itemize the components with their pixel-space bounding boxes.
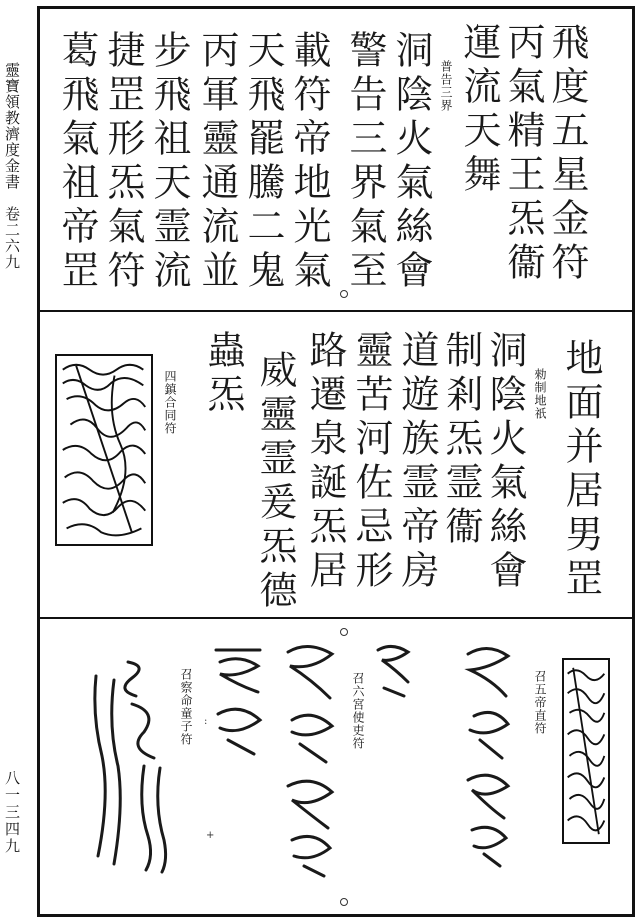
s2-column-8: 蟲炁 (201, 330, 245, 418)
s1-column-6: 載符帝地光氣 (287, 30, 331, 294)
s1-column-1: 飛度五星金符 (545, 22, 589, 286)
s2-column-4: 道遊族霊帝房 (395, 330, 439, 594)
section-3-label-right: 召五帝直符 (533, 670, 547, 735)
section-divider-1 (37, 310, 635, 312)
s1-column-3: 運流天舞 (457, 22, 501, 198)
s1-column-8: 丙軍靈通流並 (195, 30, 239, 294)
small-mark-2: + (206, 830, 215, 841)
talisman-glyph-column-3 (210, 640, 266, 760)
s2-column-3: 制剎炁霊衞 (439, 330, 483, 550)
s1-column-7: 天飛罷騰二鬼 (241, 30, 285, 294)
talisman-glyph-column-2 (282, 640, 338, 880)
ornament-circle (340, 290, 348, 298)
s2-column-5: 靈苦河佐忌形 (349, 330, 393, 594)
section-1-label: 普告三界 (439, 60, 453, 112)
talisman-seal-right (562, 658, 610, 844)
margin-book-title: 靈寶領教濟度金書 卷二六九 (3, 62, 21, 270)
talisman-glyph-column-1 (460, 640, 516, 870)
s1-column-9: 步飛祖天霊流 (147, 30, 191, 294)
s1-column-10: 捷罡形炁氣符 (101, 30, 145, 294)
s1-column-11: 葛飛氣祖帝罡 (55, 30, 99, 294)
s1-column-5: 警告三界氣至 (343, 30, 387, 294)
s2-column-1: 地面并居男罡 (559, 338, 603, 602)
section-divider-2 (37, 617, 635, 619)
section-3-label-left: 召察命童子符 (179, 668, 193, 746)
s2-column-6: 路遷泉誕炁居 (303, 330, 347, 594)
ornament-circle-2 (340, 628, 348, 636)
s2-column-2: 洞陰火氣絲會 (483, 330, 527, 594)
talisman-seal-1 (55, 354, 153, 546)
talisman-glyph-small (374, 640, 414, 700)
s1-column-2: 丙氣精王炁衞 (501, 22, 545, 286)
talisman-seal-left (88, 656, 172, 876)
small-mark-1: : (204, 716, 208, 727)
s2-column-7: 威靈霊爰炁德 (253, 350, 297, 614)
margin-page-number: 八一三四九 (3, 770, 21, 855)
ornament-circle-3 (340, 898, 348, 906)
section-3-label-mid: 召六宮使吏符 (351, 672, 365, 750)
s1-column-4: 洞陰火氣絲會 (389, 30, 433, 294)
seal-1-label: 四鎮合同符 (163, 370, 177, 435)
section-2-label: 勑制地祇 (533, 368, 547, 420)
